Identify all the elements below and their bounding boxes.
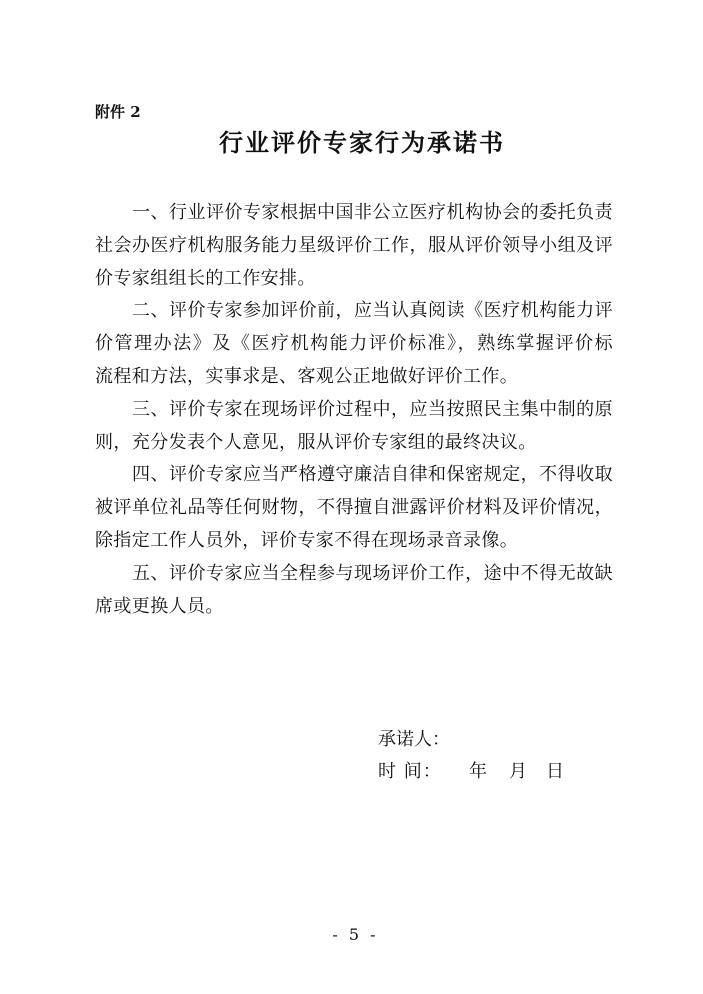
paragraph-5	[95, 558, 613, 624]
paragraph-3	[95, 394, 613, 460]
paragraph-line: 四、评价专家应当严格遵守廉洁自律和保密规定，不得收取	[132, 464, 613, 486]
paragraph-line: 一、行业评价专家根据中国非公立医疗机构协会的委托负责	[132, 202, 613, 223]
date-day-label: 日	[546, 761, 564, 782]
paragraph-4	[95, 459, 613, 557]
date-label: 时 间：	[378, 761, 442, 782]
document-title: 行业评价专家行为承诺书	[219, 128, 505, 157]
document-body	[95, 197, 613, 623]
paragraph-line: 则，充分发表个人意见，服从评价专家组的最终决议。	[95, 431, 537, 453]
paragraph-line: 五、评价专家应当全程参与现场评价工作，途中不得无故缺	[132, 562, 613, 584]
paragraph-line: 流程和方法，实事求是、客观公正地做好评价工作。	[95, 365, 519, 387]
paragraph-line: 被评单位礼品等任何财物，不得擅自泄露评价材料及评价情况，	[95, 497, 613, 519]
paragraph-line: 三、评价专家在现场评价过程中，应当按照民主集中制的原	[132, 398, 613, 420]
date-month-label: 月	[509, 761, 527, 782]
paragraph-line: 价管理办法》及《医疗机构能力评价标准》，熟练掌握评价标	[95, 333, 613, 355]
paragraph-line: 二、评价专家参加评价前，应当认真阅读《医疗机构能力评	[132, 300, 613, 322]
paragraph-line: 除指定工作人员外，评价专家不得在现场录音录像。	[95, 529, 519, 551]
paragraph-line: 席或更换人员。	[95, 595, 224, 617]
paragraph-line: 社会办医疗机构服务能力星级评价工作，服从评价领导小组及评	[95, 234, 613, 256]
paragraph-line: 价专家组组长的工作安排。	[95, 267, 316, 289]
paragraph-2	[95, 295, 613, 393]
page-number: - 5 -	[332, 925, 379, 944]
attachment-label: 附件 2	[95, 103, 141, 121]
signer-label: 承诺人：	[378, 729, 450, 750]
date-year-label: 年	[469, 761, 487, 782]
paragraph-1	[95, 197, 613, 295]
